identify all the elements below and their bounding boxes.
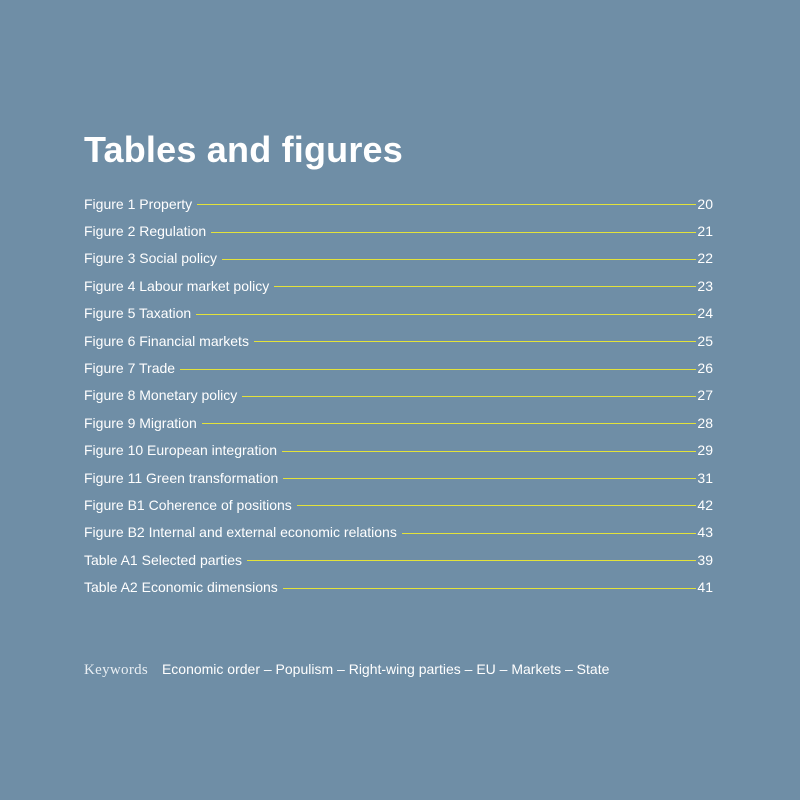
toc-entry-page-number: 23 — [697, 277, 713, 294]
toc-entry-label: Figure 7 Trade — [84, 360, 176, 377]
toc-entry-page-number: 22 — [697, 250, 713, 267]
toc-entry-page-number: 21 — [697, 223, 713, 240]
toc-entry-label: Figure 2 Regulation — [84, 223, 207, 240]
toc-leader-line — [180, 369, 696, 370]
toc-leader-line — [197, 204, 696, 205]
toc-entry-page-number: 27 — [697, 387, 713, 404]
toc-entry-label: Figure B2 Internal and external economic relations — [84, 524, 397, 541]
toc-entry-label: Figure 5 Taxation — [84, 305, 192, 322]
contents-section — [84, 128, 713, 601]
toc-entry[interactable] — [84, 300, 713, 327]
toc-entry-label: Figure 3 Social policy — [84, 250, 218, 267]
toc-leader-line — [222, 259, 696, 260]
toc-entry-label: Table A1 Selected parties — [84, 551, 242, 568]
toc-entry-page-number: 26 — [697, 360, 713, 377]
toc-entry-page-number: 20 — [697, 195, 713, 212]
toc-entry[interactable] — [84, 519, 713, 546]
toc-entry[interactable] — [84, 354, 713, 381]
toc-entry[interactable] — [84, 464, 713, 491]
toc-entry[interactable] — [84, 573, 713, 600]
keywords-text: Economic order – Populism – Right-wing parties – EU – Markets – State — [161, 661, 610, 677]
toc-entry-label: Figure 1 Property — [84, 195, 193, 212]
toc-entry[interactable] — [84, 491, 713, 518]
toc-leader-line — [282, 451, 696, 452]
page-title: Tables and figures — [84, 129, 404, 170]
toc-leader-line — [196, 314, 696, 315]
toc-entry[interactable] — [84, 327, 713, 354]
toc-entry[interactable] — [84, 272, 713, 299]
toc-entry-page-number: 39 — [697, 551, 713, 568]
toc-entry[interactable] — [84, 245, 713, 272]
toc-entry-label: Table A2 Economic dimensions — [84, 579, 278, 596]
keywords — [84, 661, 609, 679]
toc-entry-page-number: 29 — [697, 442, 713, 459]
toc-entry-label: Figure 10 European integration — [84, 442, 278, 459]
toc-entry-page-number: 25 — [697, 332, 713, 349]
toc-leader-line — [247, 560, 696, 561]
toc-entry-label: Figure 11 Green transformation — [84, 469, 279, 486]
toc-leader-line — [402, 533, 696, 534]
toc-entry-page-number: 28 — [697, 414, 713, 431]
toc-entry-label: Figure B1 Coherence of positions — [84, 496, 292, 513]
toc-entry-page-number: 43 — [697, 524, 713, 541]
toc-entry-page-number: 24 — [697, 305, 713, 322]
toc-entry-page-number: 31 — [697, 469, 713, 486]
toc-entry-page-number: 41 — [697, 579, 713, 596]
keywords-label: Keywords — [84, 662, 149, 678]
toc-list — [84, 190, 713, 601]
toc-leader-line — [242, 396, 696, 397]
toc-leader-line — [283, 588, 696, 589]
toc-entry[interactable] — [84, 409, 713, 436]
toc-leader-line — [202, 423, 696, 424]
toc-entry-label: Figure 4 Labour market policy — [84, 277, 270, 294]
toc-entry[interactable] — [84, 546, 713, 573]
toc-leader-line — [283, 478, 696, 479]
toc-leader-line — [254, 341, 696, 342]
toc-entry[interactable] — [84, 437, 713, 464]
toc-leader-line — [211, 232, 696, 233]
toc-leader-line — [297, 505, 696, 506]
toc-leader-line — [274, 286, 696, 287]
toc-entry-label: Figure 6 Financial markets — [84, 332, 249, 349]
toc-entry[interactable] — [84, 382, 713, 409]
toc-entry[interactable] — [84, 217, 713, 244]
toc-entry-label: Figure 8 Monetary policy — [84, 387, 238, 404]
toc-entry-label: Figure 9 Migration — [84, 414, 197, 431]
toc-entry-page-number: 42 — [697, 496, 713, 513]
toc-entry[interactable] — [84, 190, 713, 217]
